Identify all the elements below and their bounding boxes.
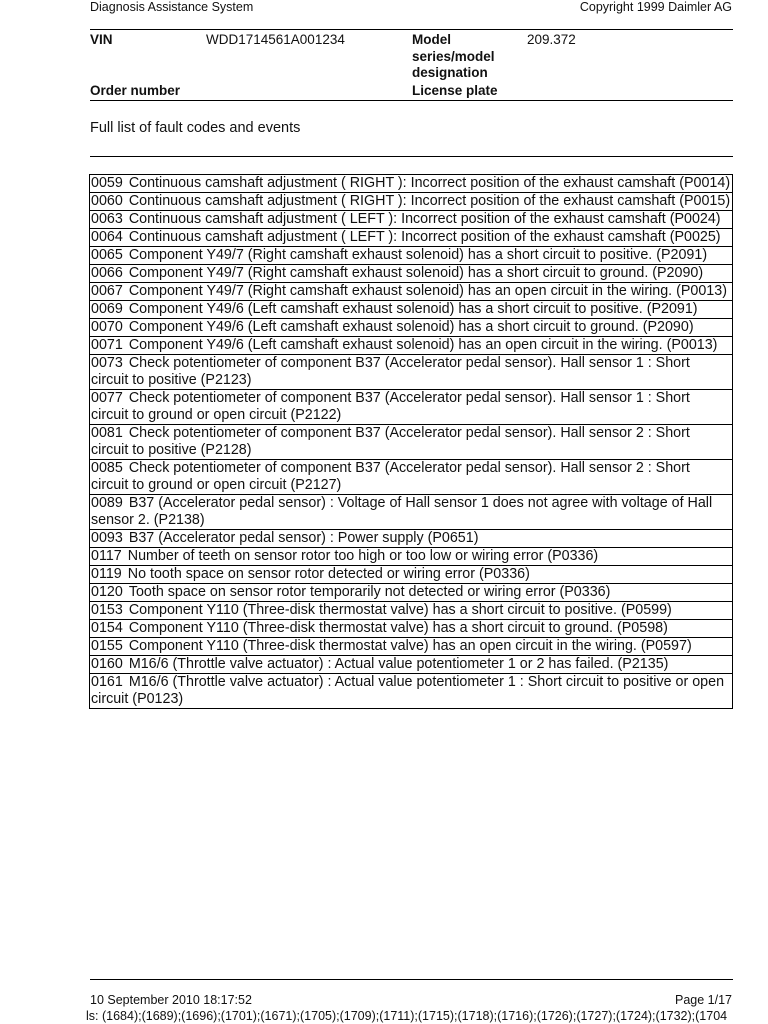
fault-description: Check potentiometer of component B37 (Accelerator pedal sensor). Hall sensor 1 : Short circuit to ground or open circuit (P2122) — [91, 390, 690, 423]
fault-cell — [90, 229, 733, 247]
fault-cell — [90, 247, 733, 265]
fault-code: 0064 — [91, 229, 123, 245]
fault-code: 0071 — [91, 337, 123, 353]
fault-cell — [90, 425, 733, 460]
fault-description: Component Y49/7 (Right camshaft exhaust solenoid) has a short circuit to ground. (P2090) — [128, 265, 704, 281]
fault-cell — [90, 193, 733, 211]
fault-cell — [90, 319, 733, 337]
fault-cell — [90, 495, 733, 530]
copyright-notice: Copyright 1999 Daimler AG — [579, 0, 732, 14]
fault-cell — [90, 355, 733, 390]
footer-id-list: ls: (1684);(1689);(1696);(1701);(1671);(1705);(1709);(1711);(1715);(1718);(1716);(1726);(1727);(1724);(1732);(1704 — [86, 1009, 728, 1023]
fault-description: Continuous camshaft adjustment ( RIGHT ): Incorrect position of the exhaust camshaft (P0014) — [128, 175, 731, 191]
fault-row — [90, 548, 733, 566]
fault-row — [90, 301, 733, 319]
fault-cell — [90, 602, 733, 620]
fault-description: Component Y49/7 (Right camshaft exhaust solenoid) has an open circuit in the wiring. (P0013) — [128, 283, 727, 299]
fault-row — [90, 337, 733, 355]
page-number: Page 1/17 — [675, 993, 732, 1007]
fault-code: 0073 — [91, 355, 123, 371]
fault-cell — [90, 656, 733, 674]
fault-description: Check potentiometer of component B37 (Accelerator pedal sensor). Hall sensor 2 : Short circuit to ground or open circuit (P2127) — [91, 460, 690, 493]
fault-cell — [90, 548, 733, 566]
fault-code: 0060 — [91, 193, 123, 209]
fault-row — [90, 229, 733, 247]
fault-code: 0154 — [91, 620, 123, 636]
fault-cell — [90, 530, 733, 548]
fault-row — [90, 566, 733, 584]
model-label-line-1: Model — [412, 32, 451, 47]
fault-row — [90, 319, 733, 337]
print-datetime: 10 September 2010 18:17:52 — [90, 993, 252, 1007]
fault-row — [90, 211, 733, 229]
fault-row — [90, 530, 733, 548]
fault-description: Continuous camshaft adjustment ( LEFT ): Incorrect position of the exhaust camshaft (P0024) — [128, 211, 721, 227]
document-title: Full list of fault codes and events — [90, 120, 301, 136]
fault-cell — [90, 390, 733, 425]
fault-code: 0120 — [91, 584, 123, 600]
fault-description: Number of teeth on sensor rotor too high or too low or wiring error (P0336) — [127, 548, 599, 564]
fault-code: 0070 — [91, 319, 123, 335]
fault-code: 0063 — [91, 211, 123, 227]
fault-row — [90, 584, 733, 602]
fault-description: Tooth space on sensor rotor temporarily not detected or wiring error (P0336) — [128, 584, 611, 600]
fault-code: 0089 — [91, 495, 123, 511]
fault-row — [90, 620, 733, 638]
fault-code: 0161 — [91, 674, 123, 690]
fault-code-table-body — [90, 175, 733, 709]
fault-cell — [90, 674, 733, 709]
fault-code: 0085 — [91, 460, 123, 476]
fault-description: Component Y110 (Three-disk thermostat valve) has an open circuit in the wiring. (P0597) — [128, 638, 692, 654]
fault-row — [90, 656, 733, 674]
header-rule — [90, 29, 733, 30]
fault-description: Continuous camshaft adjustment ( RIGHT ): Incorrect position of the exhaust camshaft (P0015) — [128, 193, 731, 209]
fault-code: 0069 — [91, 301, 123, 317]
fault-cell — [90, 211, 733, 229]
fault-description: M16/6 (Throttle valve actuator) : Actual value potentiometer 1 or 2 has failed. (P2135) — [128, 656, 669, 672]
fault-cell — [90, 265, 733, 283]
footer-rule — [90, 979, 733, 980]
fault-description: Component Y49/6 (Left camshaft exhaust solenoid) has a short circuit to ground. (P2090) — [128, 319, 694, 335]
fault-code: 0077 — [91, 390, 123, 406]
fault-cell — [90, 460, 733, 495]
fault-description: B37 (Accelerator pedal sensor) : Voltage of Hall sensor 1 does not agree with voltage of Hall sensor 2. (P2138) — [91, 495, 713, 528]
license-plate-label: License plate — [412, 83, 498, 98]
fault-code: 0081 — [91, 425, 123, 441]
fault-row — [90, 674, 733, 709]
vin-value: WDD1714561A001234 — [206, 32, 345, 47]
fault-row — [90, 425, 733, 460]
fault-description: Component Y110 (Three-disk thermostat valve) has a short circuit to positive. (P0599) — [128, 602, 672, 618]
vehicle-info-rule — [90, 100, 733, 101]
fault-code: 0066 — [91, 265, 123, 281]
fault-description: No tooth space on sensor rotor detected or wiring error (P0336) — [127, 566, 530, 582]
fault-cell — [90, 301, 733, 319]
fault-cell — [90, 620, 733, 638]
fault-row — [90, 602, 733, 620]
fault-description: Component Y49/7 (Right camshaft exhaust solenoid) has a short circuit to positive. (P2091) — [128, 247, 708, 263]
fault-description: Component Y49/6 (Left camshaft exhaust solenoid) has an open circuit in the wiring. (P0013) — [128, 337, 718, 353]
model-label-line-3: designation — [412, 65, 488, 80]
fault-cell — [90, 283, 733, 301]
fault-code: 0119 — [91, 566, 122, 582]
fault-row — [90, 283, 733, 301]
vin-label: VIN — [90, 32, 113, 47]
order-number-label: Order number — [90, 83, 181, 98]
fault-row — [90, 495, 733, 530]
fault-code: 0093 — [91, 530, 123, 546]
fault-cell — [90, 638, 733, 656]
fault-row — [90, 247, 733, 265]
model-label-line-2: series/model — [412, 48, 495, 64]
fault-row — [90, 355, 733, 390]
fault-code: 0059 — [91, 175, 123, 191]
fault-row — [90, 175, 733, 193]
fault-cell — [90, 337, 733, 355]
fault-code: 0155 — [91, 638, 123, 654]
system-name: Diagnosis Assistance System — [90, 0, 254, 14]
fault-description: Continuous camshaft adjustment ( LEFT ): Incorrect position of the exhaust camshaft (P0025) — [128, 229, 721, 245]
fault-code: 0117 — [91, 548, 122, 564]
title-rule — [90, 156, 733, 157]
fault-description: M16/6 (Throttle valve actuator) : Actual value potentiometer 1 : Short circuit to positive or open circuit (P0123) — [91, 674, 725, 707]
fault-code: 0153 — [91, 602, 123, 618]
fault-description: Check potentiometer of component B37 (Accelerator pedal sensor). Hall sensor 1 : Short circuit to positive (P2123) — [91, 355, 690, 388]
fault-description: Component Y110 (Three-disk thermostat valve) has a short circuit to ground. (P0598) — [128, 620, 668, 636]
fault-description: Check potentiometer of component B37 (Accelerator pedal sensor). Hall sensor 2 : Short circuit to positive (P2128) — [91, 425, 690, 458]
model-label — [412, 32, 495, 82]
fault-cell — [90, 175, 733, 193]
fault-code: 0160 — [91, 656, 123, 672]
fault-description: B37 (Accelerator pedal sensor) : Power supply (P0651) — [128, 530, 479, 546]
fault-row — [90, 390, 733, 425]
fault-cell — [90, 584, 733, 602]
fault-row — [90, 460, 733, 495]
fault-row — [90, 193, 733, 211]
fault-description: Component Y49/6 (Left camshaft exhaust solenoid) has a short circuit to positive. (P2091) — [128, 301, 698, 317]
model-value: 209.372 — [527, 32, 576, 47]
fault-row — [90, 638, 733, 656]
fault-cell — [90, 566, 733, 584]
fault-code-table — [89, 174, 733, 709]
fault-row — [90, 265, 733, 283]
fault-code: 0065 — [91, 247, 123, 263]
fault-code: 0067 — [91, 283, 123, 299]
